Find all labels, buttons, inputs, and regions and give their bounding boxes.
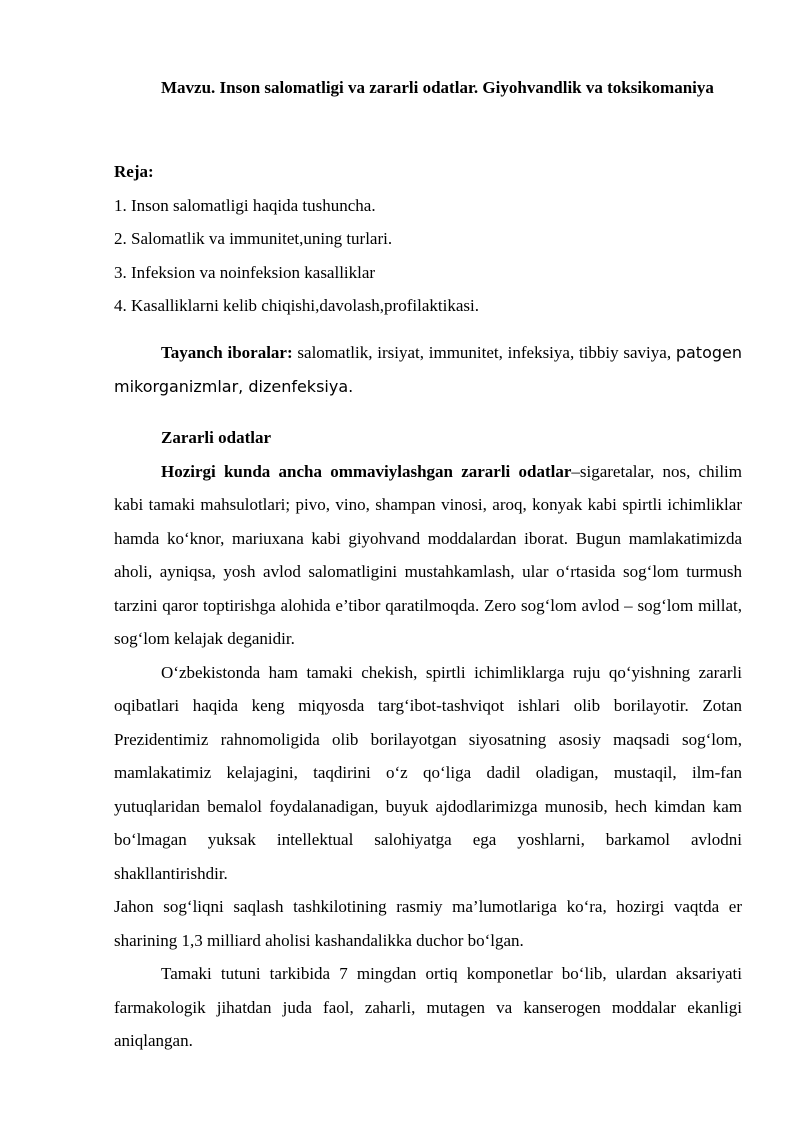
paragraph-4: Tamaki tutuni tarkibida 7 mingdan ortiq komponetlar bo‘lib, ulardan aksariyati farmakologik jihatdan juda faol, zaharli, mutagen va kanserogen moddalar ekanligi aniqlangan. xyxy=(114,964,742,1050)
keywords-paragraph xyxy=(114,336,742,403)
keywords-label: Tayanch iboralar: xyxy=(161,343,293,362)
section-heading: Zararli odatlar xyxy=(161,428,272,447)
paragraph-1-lead: Hozirgi kunda ancha ommaviylashgan zararli odatlar xyxy=(161,461,572,481)
main-text xyxy=(114,421,742,1058)
paragraph-1-text: –sigaretalar, nos, chilim kabi tamaki mahsulotlari; pivo, vino, shampan vinosi, aroq, konyak kabi spirtli ichimliklar hamda ko‘knor, mariuxana kabi giyohvand moddalardan iborat. Bugun mamlakatimizda aholi, ayniqsa, yosh avlod salomatligini mustahkamlash, ular o‘rtasida sog‘lom turmush tarzini qaror toptirishga alohida e’tibor qaratilmoqda. Zero sog‘lom avlod – sog‘lom millat, sog‘lom kelajak deganidir. xyxy=(114,461,742,648)
document-title: Mavzu. Inson salomatligi va zararli odatlar. Giyohvandlik va toksikomaniya xyxy=(161,78,714,97)
plan-item: 3. Infeksion va noinfeksion kasalliklar xyxy=(114,262,376,282)
plan-item: 1. Inson salomatligi haqida tushuncha. xyxy=(114,195,376,215)
plan-heading: Reja: xyxy=(114,162,154,181)
plan-item: 4. Kasalliklarni kelib chiqishi,davolash,profilaktikasi. xyxy=(114,296,479,315)
keywords-text: salomatlik, irsiyat, immunitet, infeksiya, tibbiy saviya, xyxy=(292,343,672,362)
keywords-text-continued: patogen mikorganizmlar, dizenfeksiya. xyxy=(114,343,743,396)
plan-section xyxy=(114,155,479,323)
paragraph-2: O‘zbekistonda ham tamaki chekish, spirtli ichimliklarga ruju qo‘yishning zararli oqibatlari haqida keng miqyosda targ‘ibot-tashviqot ishlari olib borilayotir. Zotan Prezidentimiz rahnomoligida olib borilayotgan siyosatning asosiy maqsadi sog‘lom, mamlakatimiz kelajagini, taqdirini o‘z qo‘liga dadil oladigan, mustaqil, ilm-fan yutuqlaridan bemalol foydalanadigan, buyuk ajdodlarimizga munosib, hech kimdan kam bo‘lmagan yuksak intellektual salohiyatga ega yoshlarni, barkamol avlodni shakllantirishdir. xyxy=(114,662,742,883)
plan-item: 2. Salomatlik va immunitet,uning turlari. xyxy=(114,229,393,248)
paragraph-3: Jahon sog‘liqni saqlash tashkilotining rasmiy ma’lumotlariga ko‘ra, hozirgi vaqtda er sharining 1,3 milliard aholisi kashandalikka duchor bo‘lgan. xyxy=(114,897,742,950)
paragraph-1 xyxy=(114,455,742,656)
